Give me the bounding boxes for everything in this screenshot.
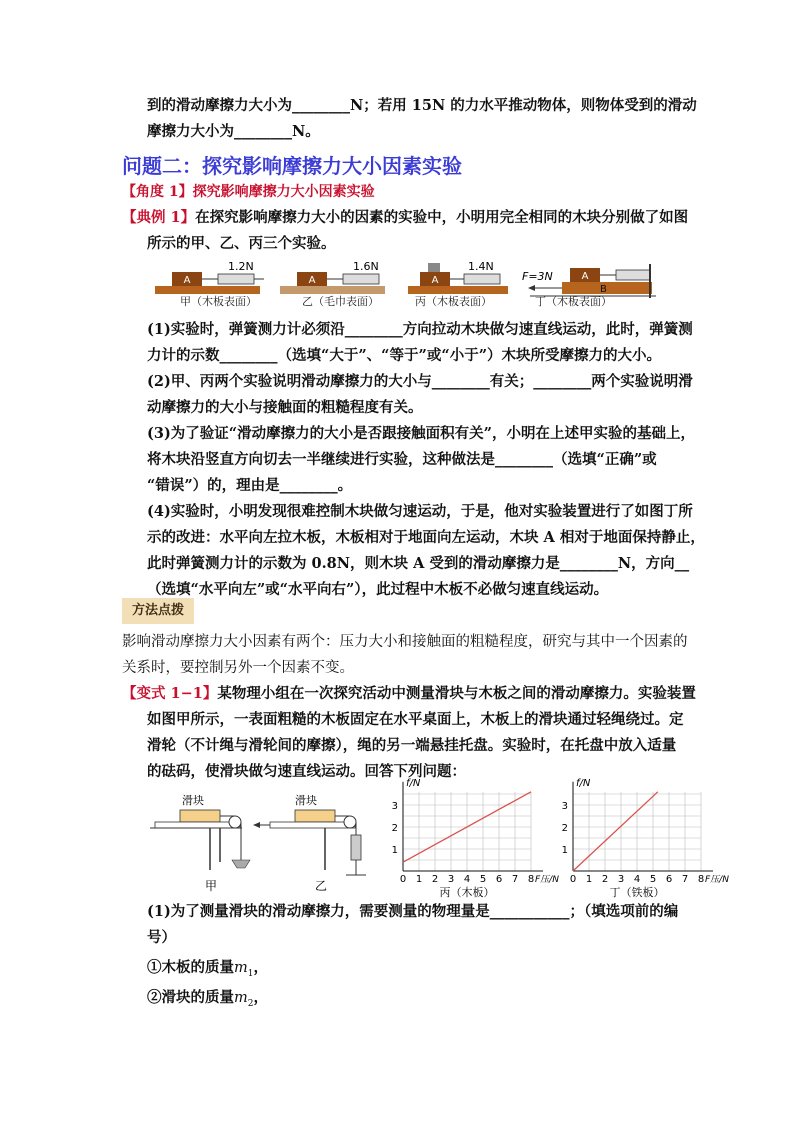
y-tick-label: 3 — [561, 801, 568, 812]
x-tick-label: 7 — [681, 874, 689, 885]
question-line: 力计的示数________（选填“大于”、“等于”或“小于”）木块所受摩擦力的大小。 — [147, 347, 662, 364]
question-line: “错误”）的，理由是________。 — [147, 477, 353, 494]
x-axis-label: F压/N — [705, 875, 729, 885]
x-tick-label: 7 — [511, 874, 519, 885]
angle-heading: 【角度 1】探究影响摩擦力大小因素实验 — [122, 184, 375, 200]
slider-label: 滑块 — [295, 794, 317, 807]
question-line: (2)甲、丙两个实验说明滑动摩擦力的大小与________有关；________两个实验说明滑 — [147, 373, 693, 390]
svg-text:A: A — [308, 275, 316, 286]
spring-scale — [464, 274, 500, 284]
apparatus-figure — [150, 790, 380, 895]
question-line: (1)实验时，弹簧测力计必须沿________方向拉动木块做匀速直线运动，此时，弹簧测 — [147, 321, 693, 338]
method-line: 关系时，要控制另外一个因素不变。 — [122, 660, 354, 676]
method-tag: 方法点拨 — [122, 598, 194, 624]
section-title: 问题二：探究影响摩擦力大小因素实验 — [122, 154, 462, 178]
x-tick-label: 3 — [617, 874, 625, 885]
question-line: 将木块沿竖直方向切去一半继续进行实验，这种做法是________（选填“正确”或 — [147, 451, 657, 468]
variant-line: 【变式 1−1】某物理小组在一次探究活动中测量滑块与木板之间的滑动摩擦力。实验装置 — [122, 685, 696, 702]
friction-setups-figure — [150, 258, 660, 308]
slider — [180, 810, 220, 822]
spring-scale — [343, 274, 379, 284]
text-line: 所示的甲、乙、丙三个实验。 — [147, 235, 336, 252]
x-tick-label: 5 — [649, 874, 657, 885]
series-line — [573, 792, 658, 871]
chart-bing — [385, 776, 559, 899]
x-tick-label: 0 — [569, 874, 577, 885]
svg-text:A: A — [431, 275, 439, 286]
panel-jia — [155, 260, 264, 308]
svg-text:B: B — [600, 284, 607, 295]
y-tick-label: 1 — [391, 845, 398, 856]
variant-tag: 【变式 1−1】 — [122, 685, 218, 702]
x-tick-label: 2 — [601, 874, 609, 885]
wood-board — [408, 286, 508, 294]
reading: 1.2N — [228, 260, 254, 273]
caption: 乙（毛巾表面） — [302, 295, 379, 308]
x-tick-label: 3 — [447, 874, 455, 885]
slider-label: 滑块 — [182, 794, 204, 807]
svg-text:A: A — [581, 271, 589, 282]
x-tick-label: 8 — [697, 874, 705, 885]
x-tick-label: 2 — [431, 874, 439, 885]
question-line: (4)实验时，小明发现很难控制木块做匀速运动，于是，他对实验装置进行了如图丁所 — [147, 503, 693, 520]
force-label: F=3N — [522, 270, 553, 283]
pulley — [229, 816, 241, 828]
example-tag: 【典例 1】 — [122, 209, 196, 226]
block-label: A — [183, 275, 191, 286]
x-tick-label: 5 — [479, 874, 487, 885]
x-tick-label: 0 — [399, 874, 407, 885]
caption: 丁（木板表面） — [535, 295, 612, 308]
question-line: 动摩擦力的大小与接触面的粗糙程度有关。 — [147, 399, 423, 416]
question-line: （选填“水平向左”或“水平向右”），此过程中木板不必做匀速直线运动。 — [147, 581, 609, 598]
spring-scale — [351, 835, 361, 860]
spring-scale — [218, 274, 254, 284]
x-tick-label: 6 — [665, 874, 673, 885]
apparatus-yi — [253, 793, 366, 893]
x-tick-label: 4 — [463, 874, 471, 885]
chart-caption: 丁（铁板） — [609, 886, 665, 899]
x-tick-label: 6 — [495, 874, 503, 885]
weight — [428, 263, 440, 272]
panel-bing — [408, 260, 508, 308]
subq-line: 号） — [147, 929, 176, 946]
variant-line: 如图甲所示，一表面粗糙的木板固定在水平桌面上，木板上的滑块通过轻绳绕过。定 — [147, 711, 684, 728]
chart-ding — [555, 776, 729, 899]
towel-board — [280, 286, 385, 294]
caption: 甲（木板表面） — [180, 295, 257, 308]
method-line: 影响滑动摩擦力大小因素有两个：压力大小和接触面的粗糙程度，研究与其中一个因素的 — [122, 634, 688, 650]
variant-line: 的砝码，使滑块做匀速直线运动。回答下列问题： — [147, 763, 466, 780]
subq-line: (1)为了测量滑块的滑动摩擦力，需要测量的物理量是___________；（填选项前的编 — [147, 903, 679, 920]
apparatus-jia — [150, 793, 250, 893]
y-tick-label: 2 — [561, 823, 568, 834]
example-line — [122, 208, 688, 228]
y-axis-label: f/N — [576, 778, 591, 789]
text-line: 到的滑动摩擦力大小为________N；若用 15N 的力水平推动物体，则物体受到的滑动 — [147, 97, 697, 114]
wood-board — [155, 286, 260, 294]
y-tick-label: 2 — [391, 823, 398, 834]
caption: 乙 — [315, 879, 328, 893]
x-tick-label: 1 — [415, 874, 423, 885]
caption: 丙（木板表面） — [415, 295, 492, 308]
board — [270, 822, 355, 828]
text-line: 摩擦力大小为________N。 — [147, 123, 320, 140]
board-b — [562, 282, 652, 294]
slider — [295, 810, 335, 822]
tray — [232, 860, 250, 868]
question-line: (3)为了验证“滑动摩擦力的大小是否跟接触面积有关”，小明在上述甲实验的基础上， — [147, 425, 695, 442]
option-1: ①木板的质量$m_1$， — [147, 959, 268, 979]
x-tick-label: 1 — [585, 874, 593, 885]
x-tick-label: 8 — [527, 874, 535, 885]
x-axis-label: F压/N — [535, 875, 559, 885]
y-tick-label: 3 — [391, 801, 398, 812]
board — [155, 822, 240, 828]
option-2: ②滑块的质量$m_2$， — [147, 989, 268, 1009]
caption: 甲 — [205, 879, 218, 893]
variant-line: 滑轮（不计绳与滑轮间的摩擦），绳的另一端悬挂托盘。实验时，在托盘中放入适量 — [147, 737, 677, 754]
reading: 1.6N — [353, 260, 379, 273]
spring-scale — [616, 270, 650, 280]
panel-ding — [522, 264, 656, 308]
question-line: 此时弹簧测力计的示数为 0.8N，则木块 A 受到的滑动摩擦力是________N，方向__ — [147, 555, 690, 572]
x-tick-label: 4 — [633, 874, 641, 885]
y-axis-label: f/N — [406, 778, 421, 789]
y-tick-label: 1 — [561, 845, 568, 856]
question-line: 示的改进：水平向左拉木板，木板相对于地面向左运动，木块 A 相对于地面保持静止， — [147, 529, 705, 546]
example-text: 在探究影响摩擦力大小的因素的实验中，小明用完全相同的木块分别做了如图 — [195, 209, 689, 226]
panel-yi — [280, 260, 385, 308]
chart-caption: 丙（木板） — [439, 886, 495, 899]
reading: 1.4N — [468, 260, 494, 273]
